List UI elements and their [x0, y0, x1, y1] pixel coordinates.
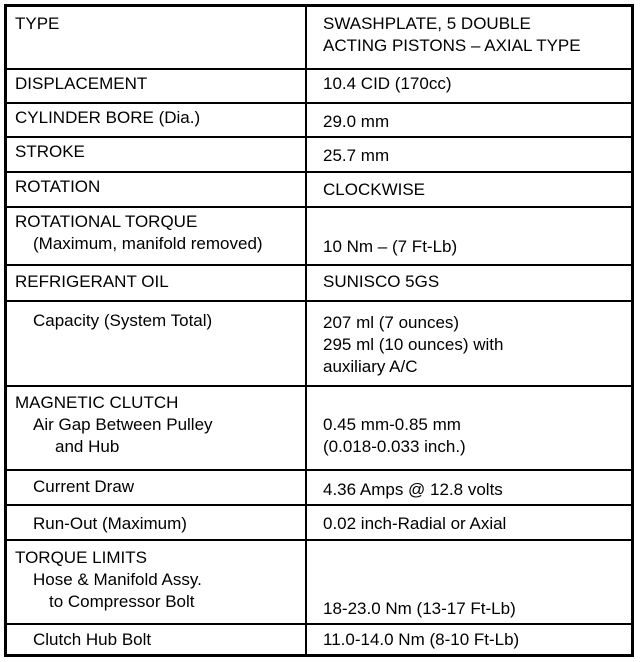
- row-value: 29.0 mm: [323, 112, 390, 131]
- table-row: [7, 266, 631, 302]
- row-label: Capacity (System Total): [7, 302, 307, 385]
- row-value: 4.36 Amps @ 12.8 volts: [323, 480, 503, 499]
- table-row: [7, 506, 631, 541]
- row-label: CYLINDER BORE (Dia.): [7, 104, 307, 136]
- row-label: Clutch Hub Bolt: [7, 625, 307, 654]
- row-value: 10.4 CID (170cc): [323, 74, 452, 93]
- table-row: [7, 625, 631, 654]
- row-label: TYPE: [7, 7, 307, 68]
- table-row: [7, 302, 631, 387]
- table-row: [7, 104, 631, 138]
- row-label: REFRIGERANT OIL: [7, 266, 307, 300]
- row-value: 207 ml (7 ounces) 295 ml (10 ounces) with auxiliary A/C: [323, 313, 504, 376]
- row-value: CLOCKWISE: [323, 180, 426, 199]
- row-value: 25.7 mm: [323, 146, 390, 165]
- row-label: DISPLACEMENT: [7, 70, 307, 102]
- table-row: [7, 7, 631, 70]
- row-label: Current Draw: [7, 471, 307, 504]
- row-label: TORQUE LIMITS Hose & Manifold Assy. to Compressor Bolt: [7, 541, 307, 623]
- table-row: [7, 173, 631, 208]
- row-value: 10 Nm – (7 Ft-Lb): [323, 237, 458, 256]
- compressor-spec-table: [4, 4, 634, 657]
- table-row: [7, 208, 631, 266]
- row-value: SWASHPLATE, 5 DOUBLE ACTING PISTONS – AXIAL TYPE: [323, 14, 581, 55]
- row-label: MAGNETIC CLUTCH Air Gap Between Pulley and Hub: [7, 387, 307, 469]
- table-row: [7, 138, 631, 173]
- row-value: 0.45 mm-0.85 mm (0.018-0.033 inch.): [323, 415, 466, 456]
- table-row: [7, 541, 631, 625]
- row-label: ROTATION: [7, 173, 307, 206]
- row-value: SUNISCO 5GS: [323, 272, 440, 291]
- row-value: 0.02 inch-Radial or Axial: [323, 514, 507, 533]
- row-label: STROKE: [7, 138, 307, 171]
- row-label: ROTATIONAL TORQUE (Maximum, manifold removed): [7, 208, 307, 264]
- row-label: Run-Out (Maximum): [7, 506, 307, 539]
- table-row: [7, 471, 631, 506]
- table-row: [7, 387, 631, 471]
- table-row: [7, 70, 631, 104]
- row-value: 11.0-14.0 Nm (8-10 Ft-Lb): [323, 630, 520, 649]
- row-value: 18-23.0 Nm (13-17 Ft-Lb): [323, 599, 516, 618]
